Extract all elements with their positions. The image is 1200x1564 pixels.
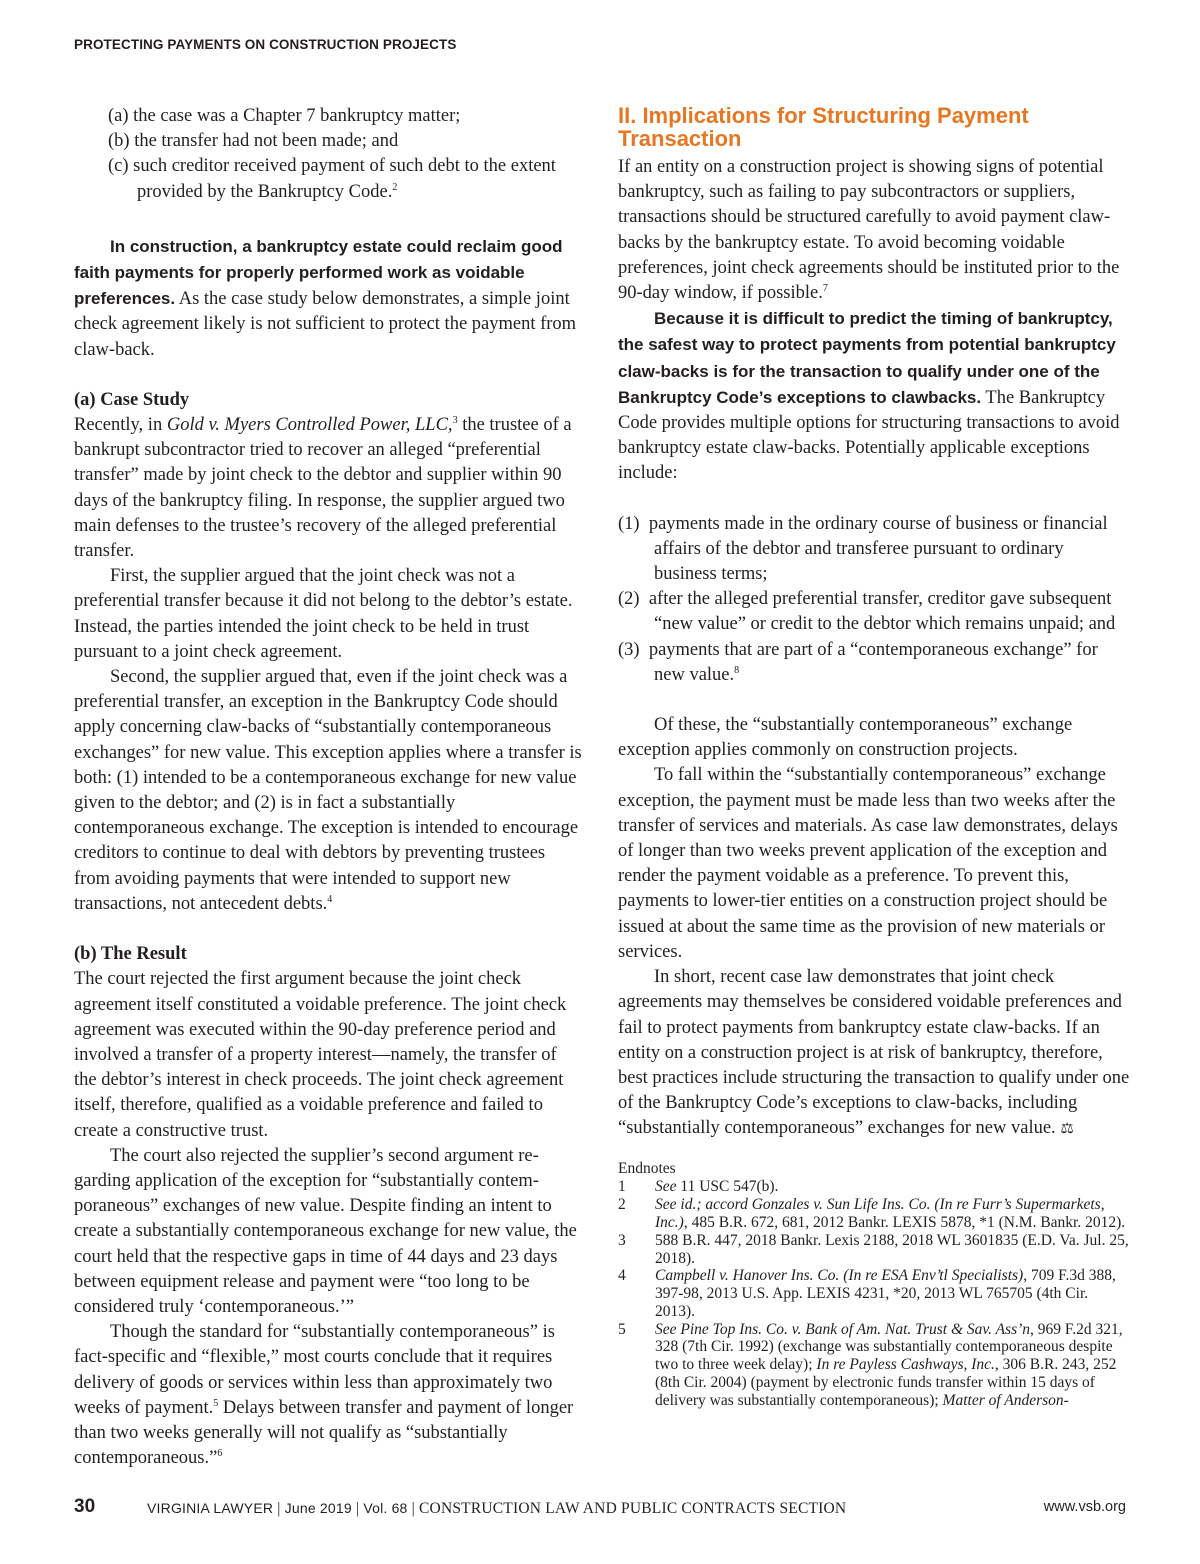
result-heading: (b) The Result: [74, 944, 187, 965]
footnote-ref: 2: [392, 181, 398, 193]
list-item: (3) payments that are part of a “contemporaneous exchange” for new value.$^8$: [618, 639, 1098, 685]
case-study-heading: (a) Case Study: [74, 389, 190, 410]
endnote-item: 5 See Pine Top Ins. Co. v. Bank of Am. Nat. Trust & Sav. Ass’n, 969 F.2d 321, 328 (7th Cir. 1992) (exchange was substantially contemporaneous despite two to three week delay); In re Payless Cashways, Inc., 306 B.R. 243, 252 (8th Cir. 2004) (payment by electronic funds transfer within 15 days of delivery was substantially contemporaneous); Matter of Anderson-: [618, 1320, 1123, 1409]
endnote-item: 1 See 11 USC 547(b).: [618, 1178, 779, 1196]
endnote-item: 4 Campbell v. Hanover Ins. Co. (In re ESA Env’tl Specialists), 709 F.3d 388, 397-98, 2013 U.S. App. LEXIS 4231, *20, 2013 WL 765705 (4th Cir. 2013).: [618, 1267, 1116, 1320]
list-item: (a) the case was a Chapter 7 bankruptcy matter;: [108, 106, 461, 126]
endnote-item: 2 See id.; accord Gonzales v. Sun Life Ins. Co. (In re Furr’s Supermarkets, Inc.), 485 B.R. 672, 681, 2012 Bankr. LEXIS 5878, *1 (N.M. Bankr. 2012).: [618, 1196, 1126, 1231]
implications-paragraph: If an entity on a construction project is showing signs of potential bankruptcy, such as failing to pay subcontractors or suppliers, transactions should be structured carefully to avoid payment claw-backs by the bankruptcy estate. To avoid becoming voidable preferences, joint check agreements should be instituted prior to the 90-day window, if possible.$^7$: [618, 157, 1120, 304]
footnote-ref: 8: [734, 664, 740, 676]
case-study-paragraph: Recently, in Gold v. Myers Controlled Power, LLC,$^3$ the trustee of a bankrupt subcontractor tried to recover an alleged “preferential transfer” made by joint check to the debtor and supplier within 90 days of the bankruptcy filing. In response, the supplier argued two main defenses to the trustee’s recovery of the alleged preferential transfer.: [74, 415, 572, 562]
page-footer: [74, 1496, 1126, 1522]
endnote-item: 3 588 B.R. 447, 2018 Bankr. Lexis 2188, 2018 WL 3601835 (E.D. Va. Jul. 25, 2018).: [618, 1231, 1129, 1267]
result-paragraph: Though the standard for “substantially contemporaneous” is fact-specific and “flexible,” most courts conclude that it requires delivery of goods or services within less than approximately two weeks of payment.$^5$ Delays between transfer and payment of longer than two weeks generally will not qualify as “substantially contemporaneous.”$^6$: [74, 1322, 574, 1469]
list-item: (c) such creditor received payment of such debt to the extent provided by the Bankruptcy Code.$^2$: [108, 156, 556, 202]
implications-paragraph: In short, recent case law demonstrates that joint check agreements may themselves be considered voidable preferences and fail to protect payments from bankruptcy estate claw-backs. If an entity on a construction project is at risk of bankruptcy, therefore, best practices include structuring the transaction to qualify under one of the Bankruptcy Code’s exceptions to claw-backs, including “substantially contemporaneous” exchanges for new value. ⚖: [618, 967, 1130, 1139]
left-column: [74, 104, 582, 1471]
intro-paragraph: In construction, a bankruptcy estate could reclaim good faith payments for properly performed work as voidable preferences. As the case study below demonstrates, a simple joint check agreement likely is not sufficient to protect the payment from claw-back.: [74, 236, 577, 360]
endnotes: [618, 1160, 1130, 1410]
footnote-ref: 6: [217, 1448, 223, 1460]
footnote-ref: 5: [213, 1397, 219, 1409]
publication-info: VIRGINIA LAWYER | June 2019 | Vol. 68 | CONSTRUCTION LAW AND PUBLIC CONTRACTS SECTION: [147, 1500, 847, 1517]
exceptions-list: [618, 512, 1130, 688]
list-item: (1) payments made in the ordinary course of business or financial affairs of the debtor and transferee pursuant to ordinary business terms;: [618, 513, 1108, 585]
result-paragraph: The court also rejected the supplier’s second argument regarding application of the exception for “substantially contemporaneous” exchanges of new value. Despite finding an intent to create a substantially contemporaneous exchange for new value, the court held that the respective gaps in time of 44 days and 23 days between equipment release and payment were “too long to be considered truly ‘contemporaneous.’”: [74, 1145, 577, 1317]
footnote-ref: 4: [327, 893, 333, 905]
right-column: [618, 104, 1130, 1410]
case-study-paragraph: Second, the supplier argued that, even if the joint check was a preferential transfer, an exception in the Bankruptcy Code should apply concerning claw-backs of “substantially contemporaneous exchanges” for new value. This exception applies where a transfer is both: (1) intended to be a contemporaneous exchange for new value given to the debtor; and (2) is in fact a substantially contemporaneous exchange. The exception is intended to encourage creditors to continue to deal with debtors by preventing trustees from avoiding payments that were intended to support new transactions, not antecedent debts.$^4$: [74, 667, 582, 914]
result-paragraph: The court rejected the first argument because the joint check agreement itself constituted a voidable preference. The joint check agreement was executed within the 90-day preference period and involved a transfer of a property interest—namely, the transfer of the debtor’s interest in check proceeds. The joint check agreement itself, therefore, qualified as a voidable preference and failed to create a constructive trust.: [74, 969, 567, 1141]
implications-paragraph: Of these, the “substantially contemporaneous” exchange exception applies commonly on construction projects.: [618, 715, 1073, 761]
scales-of-justice-icon: ⚖: [1060, 1119, 1074, 1138]
conditions-list: [74, 104, 582, 205]
page-number: 30: [74, 1496, 96, 1517]
list-item: (2) after the alleged preferential transfer, creditor gave subsequent “new value” or credit to the debtor which remains unpaid; and: [618, 589, 1116, 635]
running-header: PROTECTING PAYMENTS ON CONSTRUCTION PROJECTS: [74, 37, 457, 52]
implications-paragraph: Because it is difficult to predict the timing of bankruptcy, the safest way to protect payments from potential bankruptcy claw-backs is for the transaction to qualify under one of the Bankruptcy Code’s exceptions to clawbacks. The Bankruptcy Code provides multiple options for structuring transactions to avoid bankruptcy estate claw-backs. Potentially applicable exceptions include:: [618, 309, 1120, 484]
implications-paragraph: To fall within the “substantially contemporaneous” exchange exception, the payment must be made less than two weeks after the transfer of services and materials. As case law demonstrates, delays of longer than two weeks prevent application of the exception and render the payment voidable as a preference. To prevent this, payments to lower-tier entities on a construction project should be issued at about the same time as the provision of new materials or services.: [618, 765, 1118, 962]
case-study-paragraph: First, the supplier argued that the joint check was not a preferential transfer because it did not belong to the debtor’s estate. Instead, the parties intended the joint check to be held in trust pursuant to a joint check agreement.: [74, 566, 573, 662]
footnote-ref: 3: [452, 415, 458, 427]
website-url: www.vsb.org: [1043, 1499, 1126, 1515]
list-item: (b) the transfer had not been made; and: [108, 131, 399, 152]
footnote-ref: 7: [822, 283, 828, 295]
endnotes-title: Endnotes: [618, 1159, 676, 1177]
section-heading: II. Implications for Structuring Payment Transaction: [618, 103, 1029, 151]
